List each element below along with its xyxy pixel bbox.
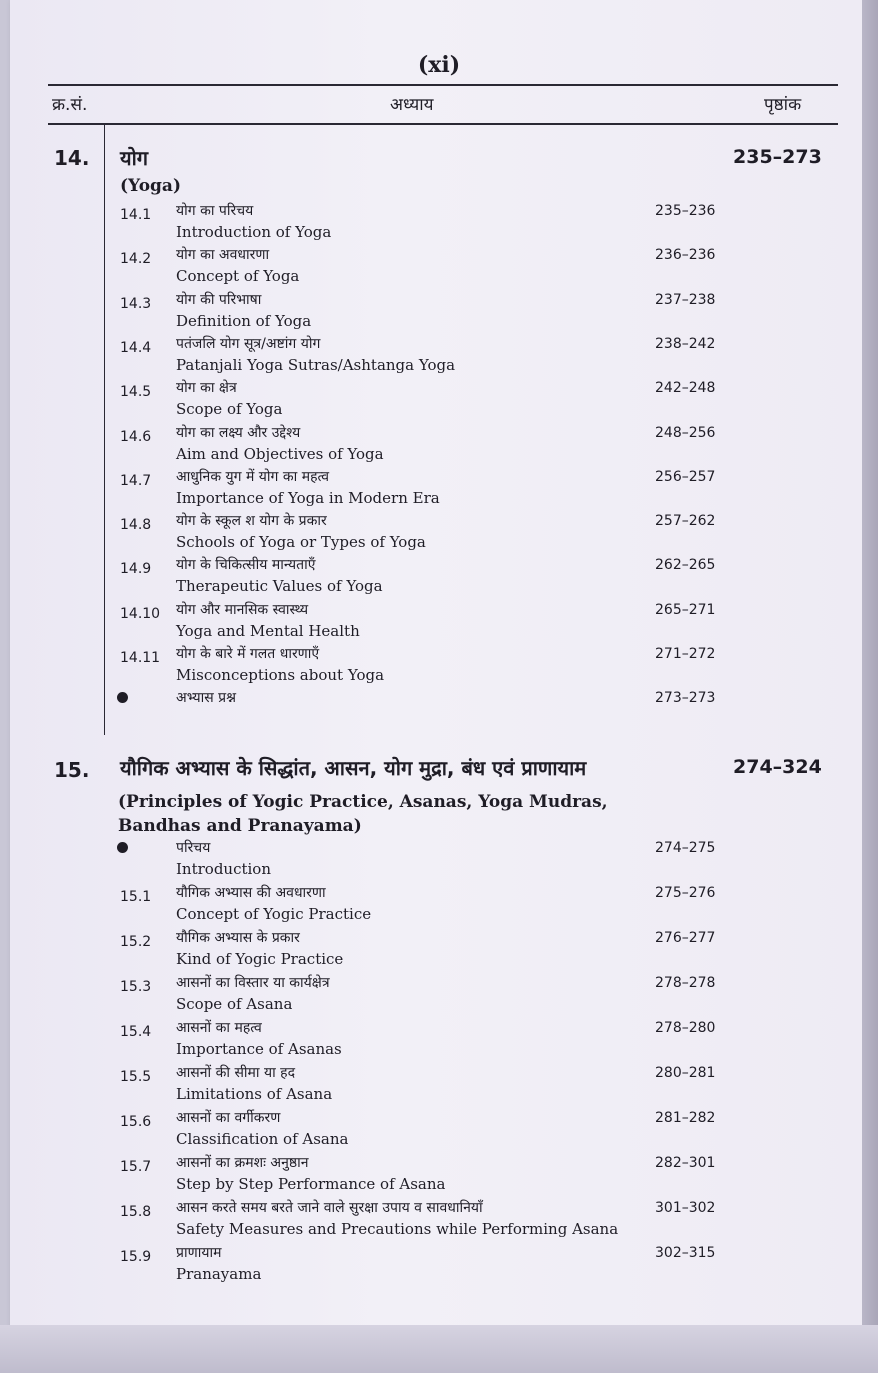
- section-page-range: 278–278: [655, 975, 716, 991]
- section-title-hi: योग की परिभाषा: [176, 291, 262, 308]
- section-title-hi: आसनों का क्रमशः अनुष्ठान: [176, 1155, 309, 1171]
- chapter-14-range: 235–273: [733, 146, 822, 168]
- section-title-hi: आसनों की सीमा या हद: [176, 1065, 296, 1081]
- section-title-hi: आसनों का विस्तार या कार्यक्षेत्र: [176, 975, 330, 991]
- section-title-en: Misconceptions about Yoga: [176, 666, 385, 684]
- section-page-range: 280–281: [655, 1065, 716, 1081]
- section-title-en: Classification of Asana: [176, 1130, 349, 1148]
- section-title-hi: आधुनिक युग में योग का महत्व: [176, 468, 329, 485]
- section-number: 14.5: [120, 384, 152, 401]
- chapter-15-title-en-2: Bandhas and Pranayama): [118, 816, 362, 836]
- section-title-en: Therapeutic Values of Yoga: [176, 577, 383, 596]
- section-page-range: 235–236: [655, 203, 716, 219]
- section-title-hi: यौगिक अभ्यास के प्रकार: [176, 930, 300, 946]
- section-number: 14.2: [120, 251, 152, 268]
- chapter-14-number: 14.: [54, 146, 90, 170]
- section-title-en: Step by Step Performance of Asana: [176, 1175, 446, 1193]
- section-page-range: 302–315: [655, 1245, 716, 1261]
- header-rule-top: [48, 84, 838, 86]
- toc-section-row: [0, 1108, 878, 1152]
- section-number: 14.6: [120, 428, 152, 445]
- toc-section-row: [0, 928, 878, 972]
- section-title-en: Scope of Yoga: [176, 400, 283, 419]
- toc-section-row: [0, 1063, 878, 1107]
- section-title-en: Schools of Yoga or Types of Yoga: [176, 533, 426, 552]
- section-title-hi: पतंजलि योग सूत्र/अष्टांग योग: [176, 335, 321, 352]
- toc-section-row: [0, 600, 878, 644]
- section-title-hi: यौगिक अभ्यास की अवधारणा: [176, 885, 326, 901]
- section-title-en: Scope of Asana: [176, 995, 293, 1013]
- section-page-range: 273–273: [655, 690, 716, 707]
- section-page-range: 237–238: [655, 291, 716, 308]
- section-page-range: 281–282: [655, 1110, 716, 1126]
- section-number: 14.3: [120, 295, 152, 312]
- section-number: 15.1: [120, 889, 152, 905]
- section-page-range: 275–276: [655, 885, 716, 901]
- page-number: (xi): [417, 52, 461, 78]
- section-title-hi: योग के बारे में गलत धारणाएँ: [176, 646, 320, 662]
- section-title-en: Kind of Yogic Practice: [176, 950, 344, 968]
- section-title-en: Introduction: [176, 860, 271, 878]
- section-title-hi: योग का अवधारणा: [176, 247, 270, 264]
- section-title-hi: योग के स्कूल श योग के प्रकार: [176, 513, 327, 530]
- toc-section-row: [0, 1198, 878, 1242]
- toc-section-row: [0, 511, 878, 555]
- section-title-hi: आसन करते समय बरते जाने वाले सुरक्षा उपाय व सावधानियाँ: [176, 1200, 483, 1216]
- header-page: पृष्ठांक: [764, 95, 802, 115]
- chapter-15-title-hi: यौगिक अभ्यास के सिद्धांत, आसन, योग मुद्रा, बंध एवं प्राणायाम: [120, 756, 587, 780]
- section-title-en: Definition of Yoga: [176, 311, 312, 330]
- section-page-range: 301–302: [655, 1200, 716, 1216]
- section-page-range: 278–280: [655, 1020, 716, 1036]
- section-number: 14.1: [120, 207, 152, 223]
- toc-section-row: [0, 555, 878, 599]
- section-number: 15.6: [120, 1114, 152, 1130]
- section-title-hi: प्राणायाम: [176, 1245, 222, 1261]
- section-page-range: 256–257: [655, 468, 716, 485]
- toc-section-row: [0, 201, 878, 245]
- header-rule-bottom: [48, 123, 838, 125]
- section-title-hi: योग और मानसिक स्वास्थ्य: [176, 601, 309, 618]
- section-page-range: 262–265: [655, 557, 716, 574]
- section-page-range: 238–242: [655, 335, 716, 352]
- toc-section-row: [0, 290, 878, 334]
- chapter-15-range: 274–324: [733, 756, 822, 778]
- section-number: 15.8: [120, 1204, 152, 1220]
- section-title-hi: योग का परिचय: [176, 203, 254, 219]
- section-number: 15.9: [120, 1249, 152, 1265]
- toc-section-row: [0, 245, 878, 289]
- section-number: 15.5: [120, 1069, 152, 1085]
- section-number: 15.3: [120, 979, 152, 995]
- section-number: 14.9: [120, 561, 152, 578]
- toc-section-row: [0, 838, 878, 882]
- section-title-en: Importance of Asanas: [176, 1040, 342, 1058]
- toc-section-row: [0, 1153, 878, 1197]
- toc-section-row: [0, 467, 878, 511]
- section-title-en: Limitations of Asana: [176, 1085, 333, 1103]
- section-title-en: Yoga and Mental Health: [176, 621, 360, 640]
- section-number: 15.2: [120, 934, 152, 950]
- section-number: 14.7: [120, 472, 152, 489]
- toc-section-row: [0, 378, 878, 422]
- section-title-hi: परिचय: [176, 840, 211, 856]
- header-chapter: अध्याय: [390, 95, 434, 115]
- page-bottom-edge: [0, 1325, 878, 1373]
- chapter-14-title-hi: योग: [120, 146, 149, 170]
- section-title-en: Pranayama: [176, 1265, 262, 1283]
- toc-section-row: [0, 973, 878, 1017]
- section-title-en: Aim and Objectives of Yoga: [176, 444, 384, 463]
- section-title-hi: योग के चिकित्सीय मान्यताएँ: [176, 557, 316, 574]
- section-title-hi: आसनों का वर्गीकरण: [176, 1110, 281, 1126]
- chapter-15-number: 15.: [54, 758, 90, 782]
- section-page-range: 271–272: [655, 646, 716, 662]
- chapter-15-title-en-1: (Principles of Yogic Practice, Asanas, Yoga Mudras,: [118, 792, 608, 812]
- header-serial: क्र.सं.: [52, 95, 88, 115]
- toc-section-row: [0, 883, 878, 927]
- bullet-icon: [117, 842, 128, 853]
- section-title-en: Concept of Yogic Practice: [176, 905, 372, 923]
- section-page-range: 276–277: [655, 930, 716, 946]
- section-number: 14.10: [120, 605, 161, 622]
- section-page-range: 282–301: [655, 1155, 716, 1171]
- section-page-range: 242–248: [655, 380, 716, 397]
- toc-section-row: [0, 1018, 878, 1062]
- section-number: 14.4: [120, 339, 152, 356]
- toc-section-row: [0, 1243, 878, 1287]
- section-page-range: 248–256: [655, 424, 716, 441]
- section-title-hi: योग का लक्ष्य और उद्देश्य: [176, 424, 301, 441]
- section-title-en: Safety Measures and Precautions while Performing Asana: [176, 1220, 619, 1238]
- section-title-hi: अभ्यास प्रश्न: [176, 690, 237, 707]
- section-title-en: Importance of Yoga in Modern Era: [176, 488, 440, 507]
- chapter-14-title-en: (Yoga): [120, 176, 181, 196]
- section-page-range: 274–275: [655, 840, 716, 856]
- section-number: 15.4: [120, 1024, 152, 1040]
- section-title-en: Concept of Yoga: [176, 267, 300, 286]
- toc-section-row: [0, 688, 878, 732]
- section-page-range: 257–262: [655, 513, 716, 530]
- section-title-en: Introduction of Yoga: [176, 223, 332, 241]
- bullet-icon: [117, 692, 128, 703]
- toc-section-row: [0, 644, 878, 688]
- section-number: 15.7: [120, 1159, 152, 1175]
- toc-section-row: [0, 423, 878, 467]
- section-page-range: 265–271: [655, 601, 716, 618]
- section-title-hi: योग का क्षेत्र: [176, 380, 237, 397]
- toc-section-row: [0, 334, 878, 378]
- section-page-range: 236–236: [655, 247, 716, 264]
- section-number: 14.11: [120, 650, 161, 666]
- section-number: 14.8: [120, 517, 152, 534]
- section-title-hi: आसनों का महत्व: [176, 1020, 262, 1036]
- section-title-en: Patanjali Yoga Sutras/Ashtanga Yoga: [176, 355, 456, 374]
